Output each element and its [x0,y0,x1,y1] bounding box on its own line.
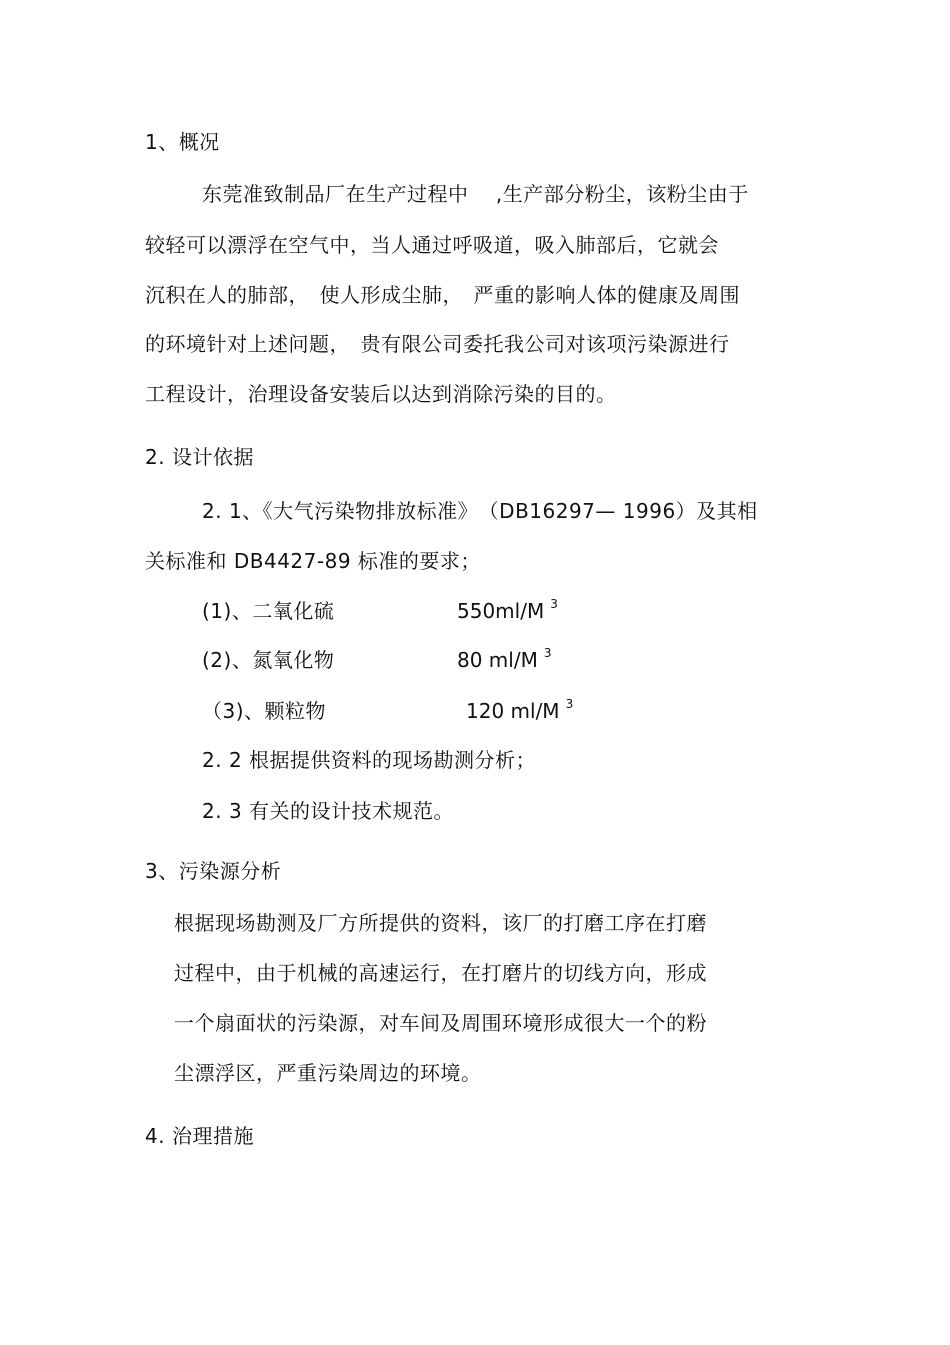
section-3-line-1: 根据现场勘测及厂方所提供的资料，该厂的打磨工序在打磨 [174,911,707,935]
limit-item-label: (2)、氮氧化物 [202,648,335,672]
limit-item-value: 550ml/M $^3$ [457,597,558,623]
section-2-heading: 2. 设计依据 [145,445,254,469]
section-3-line-3: 一个扇面状的污染源，对车间及周围环境形成很大一个的粉 [174,1011,707,1035]
standard-line-2: 关标准和 DB4427-89 标准的要求； [145,549,481,573]
section-3-line-4: 尘漂浮区，严重污染周边的环境。 [174,1061,482,1085]
limit-item-value: 120 ml/M $^3$ [466,697,574,723]
limit-item-label: （3)、颗粒物 [202,699,327,723]
section-1-line-1: 东莞准致制品厂在生产过程中 ,生产部分粉尘，该粉尘由于 [202,182,749,206]
basis-item-2-2: 2. 2 根据提供资料的现场勘测分析； [202,748,537,772]
section-3-heading: 3、污染源分析 [145,859,282,883]
section-3-line-2: 过程中，由于机械的高速运行，在打磨片的切线方向，形成 [174,961,707,985]
limit-item-value: 80 ml/M $^3$ [457,646,552,672]
section-4-heading: 4. 治理措施 [145,1124,254,1148]
section-1-line-5: 工程设计，治理设备安装后以达到消除污染的目的。 [145,382,617,406]
section-1-heading: 1、概况 [145,130,220,154]
section-1-line-4: 的环境针对上述问题， 贵有限公司委托我公司对该项污染源进行 [145,332,730,356]
standard-line-1: 2. 1、《大气污染物排放标准》 （DB16297— 1996）及其相 [202,499,758,523]
basis-item-2-3: 2. 3 有关的设计技术规范。 [202,799,455,823]
section-1-line-3: 沉积在人的肺部， 使人形成尘肺， 严重的影响人体的健康及周围 [145,283,740,307]
limit-item-label: (1)、二氧化硫 [202,599,335,623]
section-1-line-2: 较轻可以漂浮在空气中，当人通过呼吸道，吸入肺部后，它就会 [145,233,719,257]
